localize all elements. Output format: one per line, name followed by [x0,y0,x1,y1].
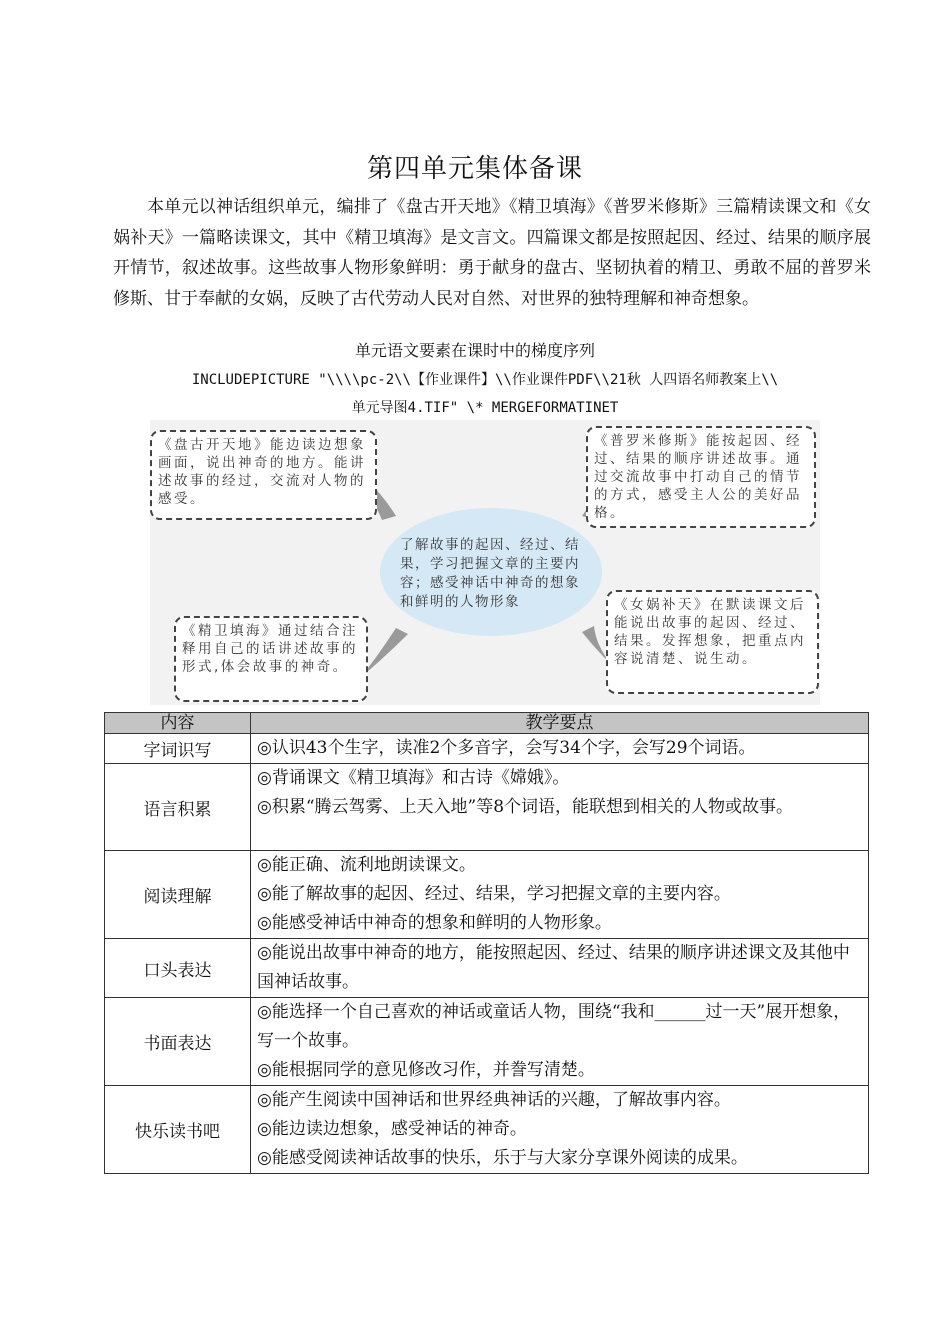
point: ◎能正确、流利地朗读课文。 [257,855,476,875]
point: ◎能说出故事中神奇的地方，能按照起因、经过、结果的顺序讲述课文及其他中国神话故事。 [257,943,850,992]
field-code-line-2: 单元导图4.TIF" \* MERGEFORMATINET [351,400,619,416]
mind-map-prometheus: 《普罗米修斯》能按起因、经过、结果的顺序讲述故事。通过交流故事中打动自己的情节的方式，感受主人公的美好品格。 [586,426,816,528]
mind-map-nvwa: 《女娲补天》在默读课文后能说出故事的起因、经过、结果。发挥想象，把重点内容说清楚、说生动。 [606,590,819,694]
table-row [105,998,869,1086]
row-points [251,1086,869,1174]
row-category: 书面表达 [105,998,251,1086]
table-row [105,939,869,998]
point: ◎能产生阅读中国神话和世界经典神话的兴趣，了解故事内容。 [257,1090,731,1110]
intro-paragraph: 本单元以神话组织单元，编排了《盘古开天地》《精卫填海》《普罗米修斯》三篇精读课文和《女娲补天》一篇略读课文，其中《精卫填海》是文言文。四篇课文都是按照起因、经过、结果的顺序展开情节，叙述故事。这些故事人物形象鲜明：勇于献身的盘古、坚韧执着的精卫、勇敢不屈的普罗米修斯、甘于奉献的女娲，反映了古代劳动人民对自然、对世界的独特理解和神奇想象。 [113,197,871,309]
row-category: 语言积累 [105,764,251,851]
row-points [251,764,869,851]
table-row [105,734,869,764]
mind-map-center: 了解故事的起因、经过、结果，学习把握文章的主要内容；感受神话中神奇的想象和鲜明的人物形象 [380,508,602,636]
row-points [251,939,869,998]
table-row [105,1086,869,1174]
diagram-caption: 单元语文要素在课时中的梯度序列 [354,341,595,360]
point: ◎能选择一个自己喜欢的神话或童话人物，围绕“我和______过一天”展开想象，写一个故事。 [257,1002,851,1051]
field-code [100,366,870,422]
row-points [251,851,869,939]
teaching-points-table [104,712,869,1174]
point: ◎能根据同学的意见修改习作，并誊写清楚。 [257,1060,595,1080]
unit-mind-map [150,420,820,705]
row-category: 字词识写 [105,734,251,764]
header-content: 内容 [105,713,251,734]
field-code-line-1: INCLUDEPICTURE "\\\\pc-2\\【作业课件】\\作业课件PDF\\21秋 人四语名师教案上\\ [191,372,779,388]
point: ◎背诵课文《精卫填海》和古诗《嫦娥》。 [257,768,570,788]
point: ◎认识43个生字，读准2个多音字，会写34个字，会写29个词语。 [257,738,756,758]
page-title: 第四单元集体备课 [366,154,583,184]
table-row [105,851,869,939]
row-category: 阅读理解 [105,851,251,939]
row-category: 快乐读书吧 [105,1086,251,1174]
table-row [105,764,869,851]
mind-map-jingwei: 《精卫填海》通过结合注释用自己的话讲述故事的形式,体会故事的神奇。 [174,616,368,702]
row-points [251,734,869,764]
point: ◎积累“腾云驾雾、上天入地”等8个词语，能联想到相关的人物或故事。 [257,797,794,817]
row-category: 口头表达 [105,939,251,998]
mind-map-pangu: 《盘古开天地》能边读边想象画面，说出神奇的地方。能讲述故事的经过，交流对人物的感受。 [150,430,377,520]
table-header-row [105,713,869,734]
point: ◎能边读边想象，感受神话的神奇。 [257,1119,527,1139]
point: ◎能感受阅读神话故事的快乐，乐于与大家分享课外阅读的成果。 [257,1148,748,1168]
row-points [251,998,869,1086]
point: ◎能了解故事的起因、经过、结果，学习把握文章的主要内容。 [257,884,731,904]
point: ◎能感受神话中神奇的想象和鲜明的人物形象。 [257,913,612,933]
header-teaching-points: 教学要点 [251,713,869,734]
